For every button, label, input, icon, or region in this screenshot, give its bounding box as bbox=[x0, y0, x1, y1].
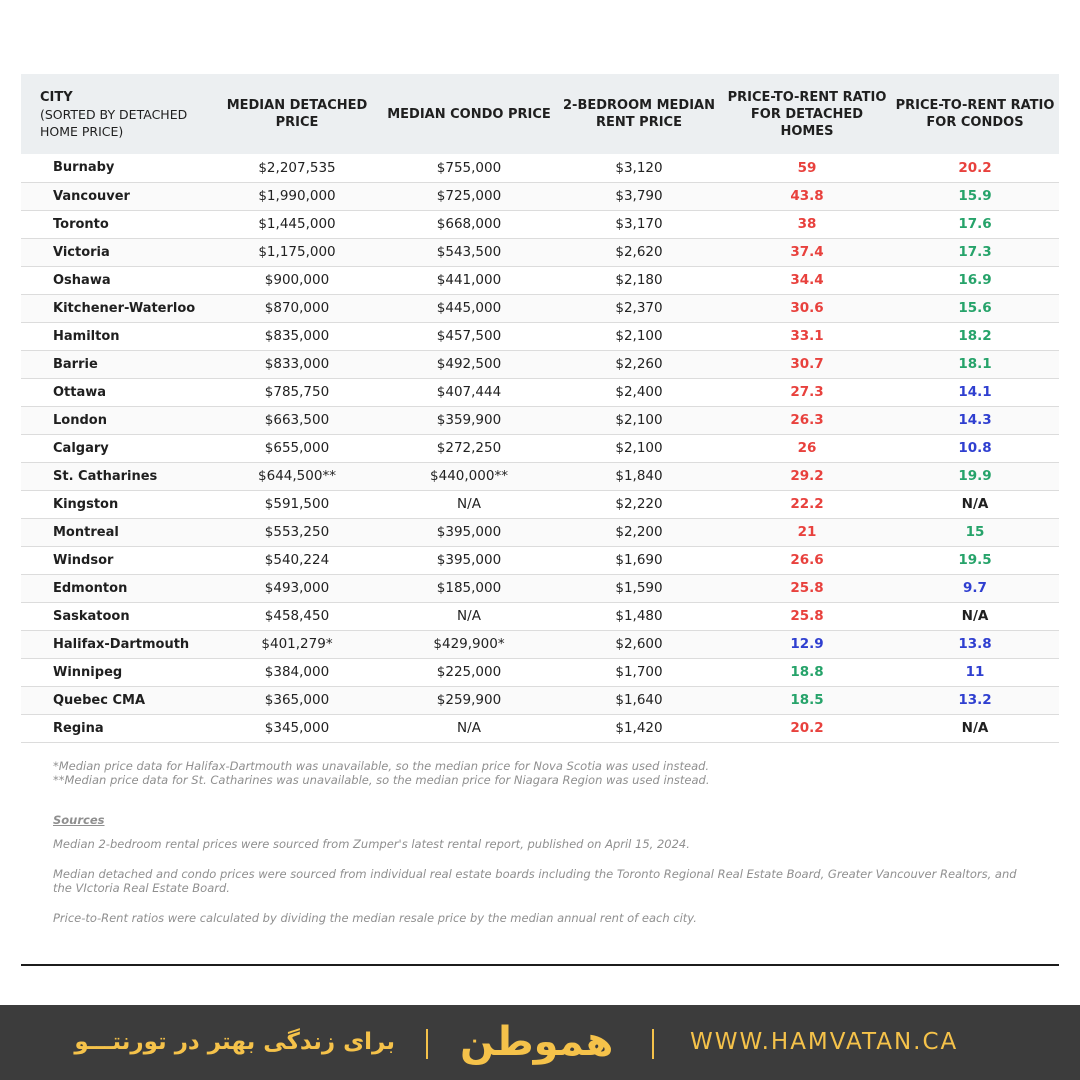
cell-rent-price: $1,590 bbox=[615, 580, 663, 596]
cell-city: Barrie bbox=[53, 356, 98, 372]
cell-condo-price: $429,900* bbox=[433, 636, 505, 652]
cell-rent-price: $1,690 bbox=[615, 552, 663, 568]
table-row bbox=[21, 154, 1059, 182]
cell-detached-price: $835,000 bbox=[264, 328, 330, 344]
sources-heading: Sources bbox=[53, 813, 105, 827]
table-row bbox=[21, 182, 1059, 210]
cell-city: Montreal bbox=[53, 524, 119, 540]
cell-condo-price: $457,500 bbox=[436, 328, 502, 344]
cell-condo-price: N/A bbox=[457, 496, 481, 512]
cell-ratio-condo: 17.6 bbox=[958, 216, 992, 232]
cell-condo-price: $492,500 bbox=[436, 356, 502, 372]
cell-rent-price: $1,700 bbox=[615, 664, 663, 680]
cell-city: Vancouver bbox=[53, 188, 130, 204]
header-detached: MEDIAN DETACHED PRICE bbox=[226, 98, 368, 130]
cell-condo-price: $272,250 bbox=[436, 440, 502, 456]
cell-rent-price: $3,120 bbox=[615, 159, 663, 176]
table-row bbox=[21, 490, 1059, 518]
cell-ratio-condo: 13.8 bbox=[958, 636, 992, 652]
table-row bbox=[21, 434, 1059, 462]
footer-banner bbox=[0, 1005, 1080, 1080]
table-body bbox=[21, 154, 1059, 742]
cell-ratio-detached: 25.8 bbox=[790, 580, 824, 596]
table-row bbox=[21, 686, 1059, 714]
cell-ratio-detached: 33.1 bbox=[790, 328, 824, 344]
cell-city: Quebec CMA bbox=[53, 692, 146, 708]
cell-rent-price: $2,400 bbox=[615, 384, 663, 400]
cell-condo-price: $225,000 bbox=[436, 664, 502, 680]
cell-detached-price: $663,500 bbox=[264, 412, 330, 428]
cell-ratio-detached: 21 bbox=[797, 524, 817, 540]
footnote-halifax: *Median price data for Halifax-Dartmouth was unavailable, so the median price for Nova Scotia was used instead. bbox=[53, 759, 710, 773]
cell-ratio-condo: N/A bbox=[961, 720, 989, 736]
table-row bbox=[21, 714, 1059, 742]
cell-condo-price: $755,000 bbox=[436, 159, 502, 176]
cell-ratio-condo: 15.6 bbox=[958, 300, 992, 316]
cell-rent-price: $2,100 bbox=[615, 412, 663, 428]
cell-condo-price: $440,000** bbox=[430, 468, 508, 484]
cell-ratio-detached: 43.8 bbox=[790, 188, 824, 204]
cell-ratio-condo: 15 bbox=[965, 524, 985, 540]
cell-condo-price: $725,000 bbox=[436, 188, 502, 204]
cell-city: Calgary bbox=[53, 440, 109, 456]
cell-detached-price: $591,500 bbox=[264, 496, 330, 512]
footer-tagline: برای زندگی بهتر در تورنتـــو bbox=[74, 1029, 395, 1055]
cell-city: Hamilton bbox=[53, 328, 120, 344]
cell-ratio-condo: 17.3 bbox=[958, 244, 992, 260]
cell-ratio-detached: 20.2 bbox=[790, 720, 824, 736]
cell-detached-price: $384,000 bbox=[264, 664, 330, 680]
cell-ratio-condo: 18.2 bbox=[958, 328, 992, 344]
table-row bbox=[21, 630, 1059, 658]
cell-condo-price: $259,900 bbox=[436, 692, 502, 708]
source-prices: Median detached and condo prices were sourced from individual real estate boards including the Toronto Regional Real Estate Board, Greater Vancouver Realtors, and the VIctoria Real Estate Board. bbox=[53, 867, 1017, 895]
cell-ratio-condo: 10.8 bbox=[958, 440, 992, 456]
cell-rent-price: $1,480 bbox=[615, 608, 663, 624]
cell-ratio-detached: 59 bbox=[797, 159, 817, 176]
cell-condo-price: $185,000 bbox=[436, 580, 502, 596]
cell-ratio-condo: 14.1 bbox=[958, 384, 992, 400]
table-row bbox=[21, 406, 1059, 434]
cell-ratio-condo: N/A bbox=[961, 608, 989, 624]
cell-rent-price: $3,790 bbox=[615, 188, 663, 204]
cell-ratio-detached: 30.7 bbox=[790, 356, 824, 372]
cell-city: St. Catharines bbox=[53, 468, 158, 484]
cell-ratio-condo: 19.9 bbox=[958, 468, 992, 484]
cell-ratio-detached: 25.8 bbox=[790, 608, 824, 624]
cell-city: London bbox=[53, 412, 107, 428]
cell-detached-price: $493,000 bbox=[264, 580, 330, 596]
footer-separator-left bbox=[426, 1029, 428, 1059]
source-ratios: Price-to-Rent ratios were calculated by dividing the median resale price by the median annual rent of each city. bbox=[53, 911, 697, 925]
table-row bbox=[21, 266, 1059, 294]
cell-ratio-detached: 22.2 bbox=[790, 496, 824, 512]
cell-city: Kingston bbox=[53, 496, 119, 512]
cell-ratio-detached: 18.5 bbox=[790, 692, 824, 708]
cell-detached-price: $1,175,000 bbox=[258, 244, 336, 260]
data-table bbox=[21, 74, 1059, 743]
cell-detached-price: $401,279* bbox=[261, 636, 333, 652]
cell-ratio-detached: 34.4 bbox=[790, 272, 824, 288]
cell-ratio-condo: 11 bbox=[965, 664, 985, 680]
cell-ratio-detached: 26.6 bbox=[790, 552, 824, 568]
cell-rent-price: $2,260 bbox=[615, 356, 663, 372]
cell-ratio-condo: 19.5 bbox=[958, 552, 992, 568]
footer-separator-right bbox=[652, 1029, 654, 1059]
table-row bbox=[21, 546, 1059, 574]
cell-rent-price: $2,600 bbox=[615, 636, 663, 652]
header-rent: 2-BEDROOM MEDIAN RENT PRICE bbox=[563, 98, 715, 130]
cell-city: Burnaby bbox=[53, 160, 115, 176]
hamvatan-logo: هموطن bbox=[460, 1019, 614, 1065]
cell-city: Halifax-Dartmouth bbox=[53, 636, 190, 652]
divider bbox=[21, 964, 1059, 966]
cell-condo-price: $668,000 bbox=[436, 216, 502, 232]
cell-ratio-condo: 18.1 bbox=[958, 356, 992, 372]
footer-url: WWW.HAMVATAN.CA bbox=[690, 1029, 959, 1055]
cell-ratio-condo: 20.2 bbox=[958, 159, 992, 176]
cell-rent-price: $2,620 bbox=[615, 244, 663, 260]
cell-rent-price: $2,180 bbox=[615, 272, 663, 288]
header-ratio-condo: PRICE-TO-RENT RATIO FOR CONDOS bbox=[895, 98, 1055, 130]
cell-detached-price: $365,000 bbox=[264, 692, 330, 708]
header-row bbox=[21, 74, 1059, 154]
cell-ratio-detached: 12.9 bbox=[790, 636, 824, 652]
cell-detached-price: $1,445,000 bbox=[258, 216, 336, 232]
cell-detached-price: $785,750 bbox=[264, 384, 330, 400]
header-ratio-detached: PRICE-TO-RENT RATIO FOR DETACHED HOMES bbox=[727, 89, 887, 139]
cell-detached-price: $540,224 bbox=[264, 552, 330, 568]
cell-rent-price: $2,370 bbox=[615, 300, 663, 316]
cell-rent-price: $3,170 bbox=[615, 216, 663, 232]
cell-city: Winnipeg bbox=[53, 664, 123, 680]
cell-detached-price: $553,250 bbox=[264, 524, 330, 540]
cell-detached-price: $2,207,535 bbox=[258, 159, 336, 176]
table-row bbox=[21, 294, 1059, 322]
footnote-st-catharines: **Median price data for St. Catharines was unavailable, so the median price for Niagara Region was used instead. bbox=[53, 773, 710, 787]
cell-ratio-condo: 13.2 bbox=[958, 692, 992, 708]
cell-ratio-condo: 15.9 bbox=[958, 188, 992, 204]
cell-city: Regina bbox=[53, 720, 104, 736]
table-row bbox=[21, 462, 1059, 490]
cell-ratio-detached: 37.4 bbox=[790, 244, 824, 260]
cell-detached-price: $1,990,000 bbox=[258, 188, 336, 204]
cell-condo-price: N/A bbox=[457, 720, 481, 736]
source-rent: Median 2-bedroom rental prices were sourced from Zumper's latest rental report, published on April 15, 2024. bbox=[53, 837, 690, 851]
cell-ratio-detached: 30.6 bbox=[790, 300, 824, 316]
cell-city: Toronto bbox=[53, 216, 109, 232]
table-row bbox=[21, 210, 1059, 238]
notes-section bbox=[53, 759, 1033, 925]
header-city-label: CITY bbox=[40, 89, 73, 105]
cell-condo-price: $441,000 bbox=[436, 272, 502, 288]
cell-detached-price: $870,000 bbox=[264, 300, 330, 316]
cell-rent-price: $2,220 bbox=[615, 496, 663, 512]
cell-ratio-detached: 27.3 bbox=[790, 384, 824, 400]
table-row bbox=[21, 518, 1059, 546]
cell-detached-price: $644,500** bbox=[258, 468, 336, 484]
cell-ratio-condo: 14.3 bbox=[958, 412, 992, 428]
cell-detached-price: $345,000 bbox=[264, 720, 330, 736]
cell-detached-price: $655,000 bbox=[264, 440, 330, 456]
cell-ratio-detached: 18.8 bbox=[790, 664, 824, 680]
cell-ratio-detached: 38 bbox=[797, 216, 817, 232]
cell-rent-price: $1,840 bbox=[615, 468, 663, 484]
cell-condo-price: $543,500 bbox=[436, 244, 502, 260]
cell-city: Saskatoon bbox=[53, 608, 130, 624]
header-city bbox=[21, 74, 211, 154]
table-row bbox=[21, 602, 1059, 630]
cell-rent-price: $1,420 bbox=[615, 720, 663, 736]
cell-ratio-detached: 29.2 bbox=[790, 468, 824, 484]
cell-condo-price: $359,900 bbox=[436, 412, 502, 428]
cell-ratio-detached: 26.3 bbox=[790, 412, 824, 428]
cell-city: Ottawa bbox=[53, 384, 107, 400]
cell-city: Edmonton bbox=[53, 580, 128, 596]
table-row bbox=[21, 238, 1059, 266]
price-to-rent-table bbox=[21, 74, 1059, 743]
cell-ratio-condo: 16.9 bbox=[958, 272, 992, 288]
cell-rent-price: $2,100 bbox=[615, 328, 663, 344]
header-city-sub: (SORTED BY DETACHED HOME PRICE) bbox=[40, 106, 188, 139]
cell-condo-price: $395,000 bbox=[436, 552, 502, 568]
cell-city: Kitchener-Waterloo bbox=[53, 300, 196, 316]
table-row bbox=[21, 322, 1059, 350]
cell-city: Windsor bbox=[53, 552, 114, 568]
table-row bbox=[21, 350, 1059, 378]
table-header bbox=[21, 74, 1059, 154]
cell-rent-price: $1,640 bbox=[615, 692, 663, 708]
table-row bbox=[21, 378, 1059, 406]
cell-detached-price: $458,450 bbox=[264, 608, 330, 624]
table-row bbox=[21, 574, 1059, 602]
cell-ratio-detached: 26 bbox=[797, 440, 817, 456]
cell-ratio-condo: N/A bbox=[961, 496, 989, 512]
table-row bbox=[21, 658, 1059, 686]
header-condo: MEDIAN CONDO PRICE bbox=[387, 106, 551, 122]
cell-condo-price: $445,000 bbox=[436, 300, 502, 316]
cell-city: Victoria bbox=[53, 244, 110, 260]
cell-detached-price: $900,000 bbox=[264, 272, 330, 288]
cell-condo-price: N/A bbox=[457, 608, 481, 624]
cell-ratio-condo: 9.7 bbox=[963, 580, 987, 596]
cell-city: Oshawa bbox=[53, 272, 111, 288]
cell-rent-price: $2,200 bbox=[615, 524, 663, 540]
cell-detached-price: $833,000 bbox=[264, 356, 330, 372]
cell-rent-price: $2,100 bbox=[615, 440, 663, 456]
cell-condo-price: $407,444 bbox=[436, 384, 502, 400]
cell-condo-price: $395,000 bbox=[436, 524, 502, 540]
